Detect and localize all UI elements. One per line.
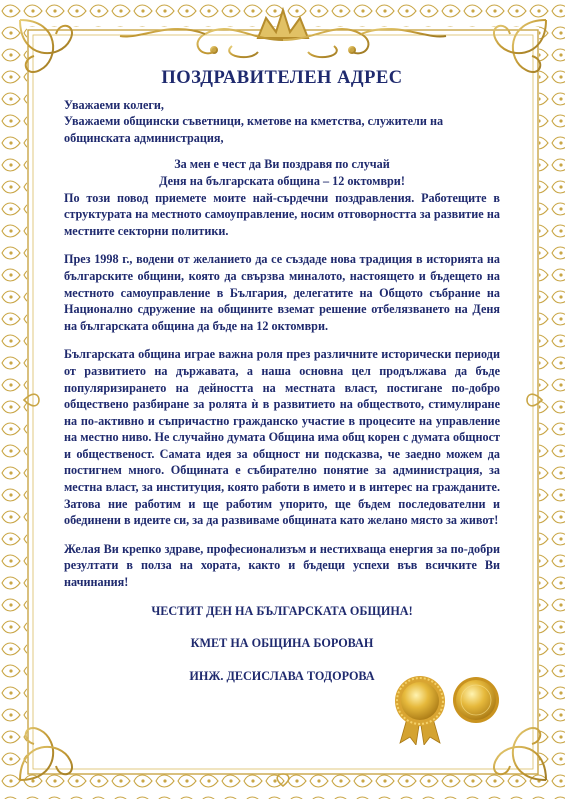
page-title: ПОЗДРАВИТЕЛЕН АДРЕС [161, 68, 403, 88]
closing-greeting: ЧЕСТИТ ДЕН НА БЪЛГАРСКАТА ОБЩИНА! [151, 603, 413, 618]
paragraph-3: Българската община играе важна роля през различните исторически периоди от развитието на държавата, а наша основна цел продължава да бъде популяризирането на дейността на местната власт, постигане по-добро обществено разбиране за ролята ѝ в развитието на обществото, стимулиране на по-активно и съпричастно гражданско участие в процесите на управление на местно ниво. Не случайно думата Община има общ корен с думата общност и общественост. Самата идея за общност ни подсказва, че заедно можем да постигнем много. Общината е събирателно понятие за администрация, за местна власт, за институция, която работи в името и в интерес на гражданите. Затова ние работим и ще работим упорито, ще бъдем последователни и обединени в идеите си, за да развиваме общината като желано място за живот! [64, 347, 500, 528]
lead-line-2: Деня на българската община – 12 октомври! [159, 173, 405, 188]
signer-title: КМЕТ НА ОБЩИНА БОРОВАН [190, 636, 374, 651]
letter-body [64, 60, 500, 750]
gold-seal-icon [452, 676, 500, 724]
paragraph-4: Желая Ви крепко здраве, професионализъм и нестихваща енергия за по-добри резултати в полза на хората, както и бъдещи успехи във всичките Ви начинания! [64, 541, 500, 590]
salutation-line-1: Уважаеми колеги, [64, 97, 164, 112]
paragraph-2: През 1998 г., водени от желанието да се създаде нова традиция в историята на българските общини, която да свързва миналото, настоящето и бъдещето на местното самоуправление в България, делегатите на Общото събрание на Национално сдружение на общините вземат решение отбелязването на Деня на българската община да бъде на 12 октомври. [64, 252, 500, 333]
lead-text [64, 156, 500, 189]
gold-rosette-seal-icon [392, 675, 448, 745]
paragraph-1: По този повод приемете моите най-сърдечни поздравления. Работещите в структурата на местното самоуправление, носим отговорността за развитие на местните секторни политики. [64, 190, 500, 238]
salutation [64, 97, 500, 147]
lead-line-1: За мен е чест да Ви поздравя по случай [174, 157, 390, 172]
signer-name: ИНЖ. ДЕСИСЛАВА ТОДОРОВА [189, 668, 375, 683]
salutation-line-2: Уважаеми общински съветници, кметове на кметства, служители на общинската администрация, [64, 114, 444, 145]
